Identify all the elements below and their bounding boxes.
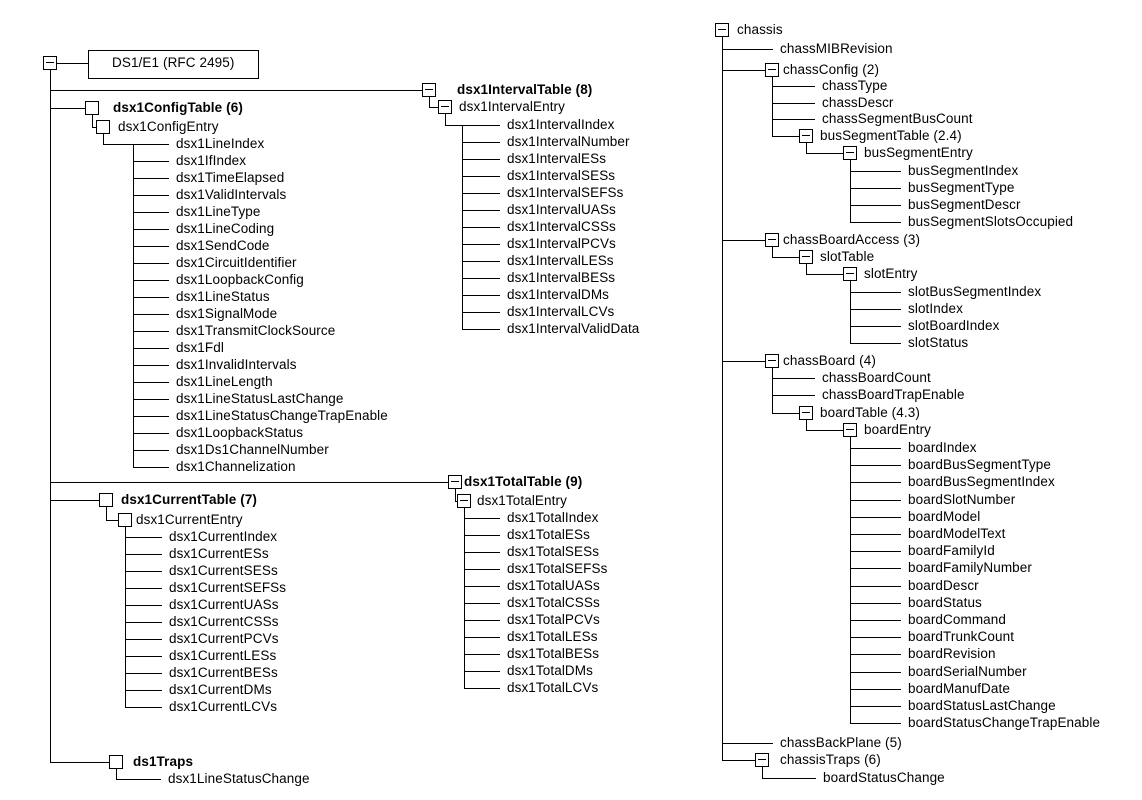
connector-line xyxy=(722,361,766,362)
node-boardManufDate-label: boardManufDate xyxy=(908,680,1010,696)
connector-line xyxy=(772,378,815,379)
connector-line xyxy=(806,274,844,275)
connector-line xyxy=(125,571,162,572)
connector-line xyxy=(850,188,901,189)
node-chassDescr-label: chassDescr xyxy=(822,94,894,110)
node-chassBoardTrapEnable-label: chassBoardTrapEnable xyxy=(822,386,965,402)
connector-line xyxy=(464,535,500,536)
node-dsx1TimeElapsed-label: dsx1TimeElapsed xyxy=(176,169,285,185)
connector-line xyxy=(772,86,815,87)
node-chassBackPlane-5-label: chassBackPlane (5) xyxy=(780,734,902,750)
connector-line xyxy=(125,622,162,623)
node-dsx1CurrentTable-7-expand-toggle-icon[interactable] xyxy=(99,493,113,507)
connector-line xyxy=(125,639,162,640)
connector-line xyxy=(722,240,766,241)
connector-line xyxy=(133,280,169,281)
connector-line xyxy=(133,314,169,315)
node-dsx1CurrentEntry-label: dsx1CurrentEntry xyxy=(136,511,243,527)
connector-line xyxy=(133,365,169,366)
node-dsx1CurrentBESs-label: dsx1CurrentBESs xyxy=(169,664,278,680)
node-busSegmentSlotsOccupied-label: busSegmentSlotsOccupied xyxy=(908,213,1074,229)
connector-line xyxy=(125,690,162,691)
node-dsx1IntervalLESs-label: dsx1IntervalLESs xyxy=(507,252,614,268)
node-dsx1CurrentDMs-label: dsx1CurrentDMs xyxy=(169,681,272,697)
node-dsx1IntervalNumber-label: dsx1IntervalNumber xyxy=(507,133,630,149)
node-busSegmentTable-2.4-label: busSegmentTable (2.4) xyxy=(820,127,962,143)
connector-line xyxy=(133,263,169,264)
root-frame-connector-line xyxy=(57,63,89,64)
node-boardIndex-label: boardIndex xyxy=(908,439,977,455)
node-busSegmentDescr-label: busSegmentDescr xyxy=(908,196,1021,212)
connector-line xyxy=(850,637,901,638)
connector-line xyxy=(850,326,901,327)
connector-line xyxy=(850,603,901,604)
connector-line xyxy=(850,706,901,707)
node-chassSegmentBusCount-label: chassSegmentBusCount xyxy=(822,110,973,126)
node-dsx1CurrentTable-7-label: dsx1CurrentTable (7) xyxy=(121,491,258,507)
node-dsx1CurrentCSSs-label: dsx1CurrentCSSs xyxy=(169,613,279,629)
connector-line xyxy=(133,297,169,298)
node-chassConfig-2-label: chassConfig (2) xyxy=(783,61,880,77)
node-dsx1SendCode-label: dsx1SendCode xyxy=(176,237,270,253)
connector-line xyxy=(464,552,500,553)
node-boardCommand-label: boardCommand xyxy=(908,611,1007,627)
connector-line xyxy=(850,292,901,293)
node-dsx1TotalSESs-label: dsx1TotalSESs xyxy=(507,543,600,559)
node-chassis-collapse-toggle-icon[interactable] xyxy=(715,23,729,37)
node-boardBusSegmentType-label: boardBusSegmentType xyxy=(908,456,1051,472)
node-busSegmentIndex-label: busSegmentIndex xyxy=(908,162,1019,178)
node-dsx1IntervalValidData-label: dsx1IntervalValidData xyxy=(507,320,640,336)
node-dsx1TotalUASs-label: dsx1TotalUASs xyxy=(507,577,600,593)
node-dsx1IntervalESs-label: dsx1IntervalESs xyxy=(507,150,607,166)
node-dsx1Fdl-label: dsx1Fdl xyxy=(176,339,224,355)
node-dsx1IntervalEntry-collapse-toggle-icon[interactable] xyxy=(438,100,452,114)
node-ds1Traps-label: ds1Traps xyxy=(133,753,194,769)
node-boardSlotNumber-label: boardSlotNumber xyxy=(908,491,1016,507)
connector-line xyxy=(125,537,162,538)
node-dsx1IntervalBESs-label: dsx1IntervalBESs xyxy=(507,269,616,285)
node-dsx1TotalLCVs-label: dsx1TotalLCVs xyxy=(507,679,599,695)
node-dsx1ConfigEntry-label: dsx1ConfigEntry xyxy=(118,118,219,134)
node-chassisTraps-6-collapse-toggle-icon[interactable] xyxy=(755,753,769,767)
node-dsx1LineIndex-label: dsx1LineIndex xyxy=(176,135,265,151)
node-dsx1LineLength-label: dsx1LineLength xyxy=(176,373,273,389)
node-boardStatusLastChange-label: boardStatusLastChange xyxy=(908,697,1056,713)
node-dsx1SignalMode-label: dsx1SignalMode xyxy=(176,305,278,321)
node-dsx1IntervalUASs-label: dsx1IntervalUASs xyxy=(507,201,616,217)
connector-line xyxy=(464,654,500,655)
node-dsx1IntervalTable-8-collapse-toggle-icon[interactable] xyxy=(422,83,436,97)
connector-line xyxy=(850,517,901,518)
connector-line xyxy=(462,244,500,245)
connector-line xyxy=(462,312,500,313)
node-chassBoardCount-label: chassBoardCount xyxy=(822,369,931,385)
node-DS1-E1-RFC-2495-label: DS1/E1 (RFC 2495) xyxy=(112,54,235,70)
node-dsx1TotalPCVs-label: dsx1TotalPCVs xyxy=(507,611,600,627)
node-boardTable-4.3-collapse-toggle-icon[interactable] xyxy=(799,406,813,420)
node-slotBoardIndex-label: slotBoardIndex xyxy=(908,317,1000,333)
node-dsx1TotalBESs-label: dsx1TotalBESs xyxy=(507,645,600,661)
connector-line xyxy=(772,413,800,414)
node-chassis-label: chassis xyxy=(737,21,783,37)
node-dsx1TotalCSSs-label: dsx1TotalCSSs xyxy=(507,594,600,610)
connector-line xyxy=(133,161,169,162)
connector-line xyxy=(50,482,449,483)
connector-line xyxy=(850,309,901,310)
node-boardDescr-label: boardDescr xyxy=(908,577,979,593)
node-dsx1CurrentESs-label: dsx1CurrentESs xyxy=(169,545,269,561)
node-busSegmentType-label: busSegmentType xyxy=(908,179,1015,195)
connector-line xyxy=(462,227,500,228)
connector-line xyxy=(850,586,901,587)
node-dsx1CurrentSEFSs-label: dsx1CurrentSEFSs xyxy=(169,579,287,595)
connector-line xyxy=(464,586,500,587)
node-dsx1IfIndex-label: dsx1IfIndex xyxy=(176,152,247,168)
connector-line xyxy=(133,195,169,196)
connector-line xyxy=(133,382,169,383)
node-dsx1IntervalCSSs-label: dsx1IntervalCSSs xyxy=(507,218,616,234)
node-dsx1CurrentLESs-label: dsx1CurrentLESs xyxy=(169,647,277,663)
node-boardStatusChangeTrapEnable-label: boardStatusChangeTrapEnable xyxy=(908,714,1101,730)
connector-line xyxy=(125,707,162,708)
node-boardFamilyId-label: boardFamilyId xyxy=(908,542,995,558)
node-slotTable-label: slotTable xyxy=(820,248,875,264)
connector-line xyxy=(464,603,500,604)
node-slotStatus-label: slotStatus xyxy=(908,334,969,350)
connector-line xyxy=(50,70,51,763)
connector-line xyxy=(464,569,500,570)
connector-line xyxy=(850,171,901,172)
connector-line xyxy=(133,144,134,468)
connector-line xyxy=(462,142,500,143)
connector-line xyxy=(722,49,773,50)
node-busSegmentTable-2.4-collapse-toggle-icon[interactable] xyxy=(799,129,813,143)
connector-line xyxy=(806,153,844,154)
node-boardBusSegmentIndex-label: boardBusSegmentIndex xyxy=(908,473,1055,489)
node-dsx1IntervalEntry-label: dsx1IntervalEntry xyxy=(459,98,565,114)
connector-line xyxy=(462,210,500,211)
node-dsx1CurrentEntry-expand-toggle-icon[interactable] xyxy=(118,513,132,527)
connector-line xyxy=(850,205,901,206)
connector-line xyxy=(133,433,169,434)
connector-line xyxy=(116,779,161,780)
node-dsx1ValidIntervals-label: dsx1ValidIntervals xyxy=(176,186,287,202)
connector-line xyxy=(772,395,815,396)
node-chassMIBRevision-label: chassMIBRevision xyxy=(780,40,893,56)
node-dsx1IntervalIndex-label: dsx1IntervalIndex xyxy=(507,116,615,132)
node-dsx1IntervalTable-8-label: dsx1IntervalTable (8) xyxy=(457,81,593,97)
node-boardModelText-label: boardModelText xyxy=(908,525,1006,541)
node-dsx1TransmitClockSource-label: dsx1TransmitClockSource xyxy=(176,322,336,338)
node-dsx1IntervalSESs-label: dsx1IntervalSESs xyxy=(507,167,616,183)
connector-line xyxy=(850,448,901,449)
connector-line xyxy=(762,778,816,779)
connector-line xyxy=(133,348,169,349)
node-boardTable-4.3-label: boardTable (4.3) xyxy=(820,404,920,420)
node-dsx1CircuitIdentifier-label: dsx1CircuitIdentifier xyxy=(176,254,297,270)
node-DS1-E1-RFC-2495-collapse-toggle-icon[interactable] xyxy=(43,56,57,70)
connector-line xyxy=(850,281,851,344)
connector-line xyxy=(125,588,162,589)
connector-line xyxy=(772,257,800,258)
connector-line xyxy=(850,723,901,724)
node-dsx1TotalLESs-label: dsx1TotalLESs xyxy=(507,628,598,644)
node-dsx1LoopbackStatus-label: dsx1LoopbackStatus xyxy=(176,424,304,440)
node-dsx1IntervalSEFSs-label: dsx1IntervalSEFSs xyxy=(507,184,624,200)
connector-line xyxy=(462,295,500,296)
node-dsx1LineType-label: dsx1LineType xyxy=(176,203,261,219)
connector-line xyxy=(850,222,901,223)
node-boardFamilyNumber-label: boardFamilyNumber xyxy=(908,559,1032,575)
node-boardEntry-collapse-toggle-icon[interactable] xyxy=(843,423,857,437)
connector-line xyxy=(772,119,815,120)
connector-line xyxy=(806,430,844,431)
node-chassBoard-4-label: chassBoard (4) xyxy=(783,352,876,368)
node-dsx1ConfigTable-6-expand-toggle-icon[interactable] xyxy=(85,101,99,115)
node-dsx1InvalidIntervals-label: dsx1InvalidIntervals xyxy=(176,356,297,372)
node-dsx1TotalSEFSs-label: dsx1TotalSEFSs xyxy=(507,560,608,576)
connector-line xyxy=(50,108,86,109)
connector-line xyxy=(125,656,162,657)
connector-line xyxy=(850,465,901,466)
node-boardEntry-label: boardEntry xyxy=(864,421,932,437)
connector-line xyxy=(850,654,901,655)
node-dsx1CurrentIndex-label: dsx1CurrentIndex xyxy=(169,528,278,544)
node-slotBusSegmentIndex-label: slotBusSegmentIndex xyxy=(908,283,1042,299)
connector-line xyxy=(133,178,169,179)
connector-line xyxy=(106,507,107,521)
connector-line xyxy=(445,125,500,126)
connector-line xyxy=(722,70,766,71)
connector-line xyxy=(133,212,169,213)
node-dsx1ConfigEntry-expand-toggle-icon[interactable] xyxy=(96,120,110,134)
node-busSegmentEntry-collapse-toggle-icon[interactable] xyxy=(843,146,857,160)
node-ds1Traps-expand-toggle-icon[interactable] xyxy=(109,755,123,769)
node-dsx1TotalIndex-label: dsx1TotalIndex xyxy=(507,509,599,525)
connector-line xyxy=(125,554,162,555)
node-chassConfig-2-collapse-toggle-icon[interactable] xyxy=(765,63,779,77)
node-boardSerialNumber-label: boardSerialNumber xyxy=(908,663,1027,679)
node-dsx1TotalESs-label: dsx1TotalESs xyxy=(507,526,590,542)
connector-line xyxy=(850,551,901,552)
connector-line xyxy=(50,500,100,501)
connector-line xyxy=(462,159,500,160)
node-busSegmentEntry-label: busSegmentEntry xyxy=(864,144,973,160)
connector-line xyxy=(462,176,500,177)
node-boardTrunkCount-label: boardTrunkCount xyxy=(908,628,1015,644)
connector-line xyxy=(850,482,901,483)
node-slotEntry-collapse-toggle-icon[interactable] xyxy=(843,267,857,281)
connector-line xyxy=(850,689,901,690)
connector-line xyxy=(133,450,169,451)
node-dsx1TotalDMs-label: dsx1TotalDMs xyxy=(507,662,593,678)
node-dsx1CurrentLCVs-label: dsx1CurrentLCVs xyxy=(169,698,278,714)
connector-line xyxy=(850,672,901,673)
node-dsx1LineStatusLastChange-label: dsx1LineStatusLastChange xyxy=(176,390,344,406)
node-dsx1IntervalPCVs-label: dsx1IntervalPCVs xyxy=(507,235,616,251)
node-dsx1TotalEntry-label: dsx1TotalEntry xyxy=(477,492,567,508)
connector-line xyxy=(464,518,500,519)
node-dsx1LineStatus-label: dsx1LineStatus xyxy=(176,288,270,304)
connector-line xyxy=(464,620,500,621)
connector-line xyxy=(772,368,773,414)
node-slotTable-collapse-toggle-icon[interactable] xyxy=(799,250,813,264)
node-chassBoardAccess-3-collapse-toggle-icon[interactable] xyxy=(765,233,779,247)
connector-line xyxy=(50,762,110,763)
node-dsx1IntervalDMs-label: dsx1IntervalDMs xyxy=(507,286,610,302)
connector-line xyxy=(50,90,423,91)
node-chassBoardAccess-3-label: chassBoardAccess (3) xyxy=(783,231,921,247)
node-dsx1CurrentUASs-label: dsx1CurrentUASs xyxy=(169,596,279,612)
connector-line xyxy=(850,568,901,569)
node-boardStatusChange-label: boardStatusChange xyxy=(823,769,945,785)
connector-line xyxy=(133,416,169,417)
node-dsx1ConfigTable-6-label: dsx1ConfigTable (6) xyxy=(113,99,243,115)
connector-line xyxy=(772,103,815,104)
node-dsx1LineCoding-label: dsx1LineCoding xyxy=(176,220,275,236)
connector-line xyxy=(464,688,500,689)
node-dsx1Ds1ChannelNumber-label: dsx1Ds1ChannelNumber xyxy=(176,441,329,457)
connector-line xyxy=(462,278,500,279)
connector-line xyxy=(850,500,901,501)
node-dsx1TotalTable-9-collapse-toggle-icon[interactable] xyxy=(448,475,462,489)
connector-line xyxy=(133,246,169,247)
connector-line xyxy=(722,743,773,744)
node-dsx1CurrentSESs-label: dsx1CurrentSESs xyxy=(169,562,278,578)
node-dsx1LoopbackConfig-label: dsx1LoopbackConfig xyxy=(176,271,304,287)
connector-line xyxy=(464,671,500,672)
connector-line xyxy=(125,673,162,674)
node-dsx1LineStatusChange-label: dsx1LineStatusChange xyxy=(168,770,310,786)
connector-line xyxy=(462,193,500,194)
connector-line xyxy=(850,437,851,724)
connector-line xyxy=(850,343,901,344)
connector-line xyxy=(133,467,169,468)
connector-line xyxy=(103,144,169,145)
node-dsx1TotalEntry-collapse-toggle-icon[interactable] xyxy=(457,494,471,508)
node-boardStatus-label: boardStatus xyxy=(908,594,982,610)
node-dsx1CurrentPCVs-label: dsx1CurrentPCVs xyxy=(169,630,279,646)
node-slotIndex-label: slotIndex xyxy=(908,300,963,316)
connector-line xyxy=(772,136,800,137)
connector-line xyxy=(722,37,723,761)
connector-line xyxy=(133,399,169,400)
connector-line xyxy=(850,620,901,621)
node-dsx1TotalTable-9-label: dsx1TotalTable (9) xyxy=(464,473,583,489)
node-boardModel-label: boardModel xyxy=(908,508,981,524)
connector-line xyxy=(133,331,169,332)
connector-line xyxy=(722,760,756,761)
connector-line xyxy=(133,229,169,230)
connector-line xyxy=(850,534,901,535)
node-chassBoard-4-collapse-toggle-icon[interactable] xyxy=(765,354,779,368)
connector-line xyxy=(464,637,500,638)
connector-line xyxy=(462,261,500,262)
connector-line xyxy=(125,605,162,606)
node-chassisTraps-6-label: chassisTraps (6) xyxy=(780,751,881,767)
connector-line xyxy=(462,329,500,330)
node-dsx1IntervalLCVs-label: dsx1IntervalLCVs xyxy=(507,303,615,319)
node-dsx1Channelization-label: dsx1Channelization xyxy=(176,458,296,474)
node-boardRevision-label: boardRevision xyxy=(908,645,996,661)
node-dsx1LineStatusChangeTrapEnable-label: dsx1LineStatusChangeTrapEnable xyxy=(176,407,388,423)
connector-line xyxy=(850,160,851,223)
node-slotEntry-label: slotEntry xyxy=(864,265,918,281)
node-chassType-label: chassType xyxy=(822,77,888,93)
